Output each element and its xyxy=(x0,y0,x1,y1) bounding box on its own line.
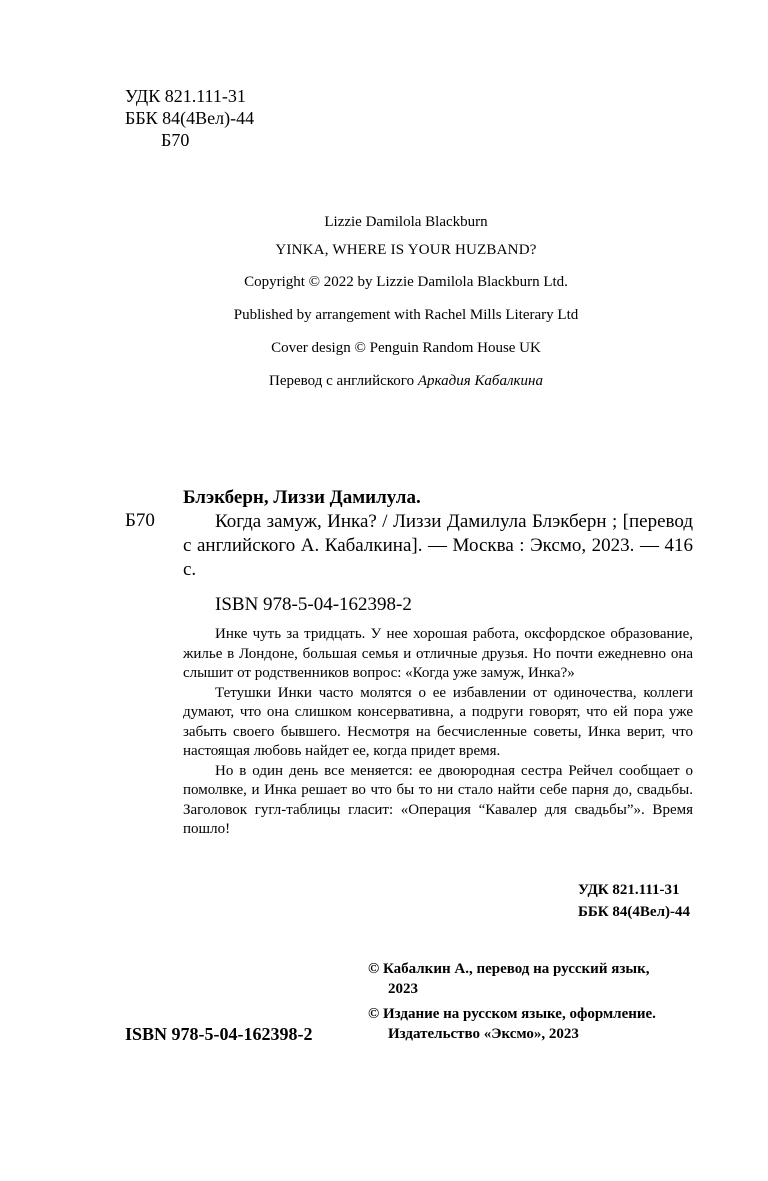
original-title: YINKA, WHERE IS YOUR HUZBAND? xyxy=(275,242,537,258)
original-author: Lizzie Damilola Blackburn xyxy=(324,214,488,230)
cover-design-credit: Cover design © Penguin Random House UK xyxy=(271,340,541,356)
catalog-isbn: ISBN 978-5-04-162398-2 xyxy=(215,594,412,615)
catalog-mark: Б70 xyxy=(125,510,155,531)
original-copyright: Copyright © 2022 by Lizzie Damilola Blackburn Ltd. xyxy=(244,274,568,290)
catalog-entry xyxy=(183,486,693,582)
translation-copyright-line: © Кабалкин А., перевод на русский язык, xyxy=(368,961,650,977)
catalog-heading: Блэкберн, Лиззи Дамилула. xyxy=(183,487,421,508)
translation-credit xyxy=(0,373,768,390)
bbk-code: ББК 84(4Вел)-44 xyxy=(125,108,255,128)
translator-name: Аркадия Кабалкина xyxy=(417,373,543,389)
udk-code-bottom: УДК 821.111-31 xyxy=(577,882,680,898)
translation-prefix: Перевод с английского xyxy=(269,373,418,389)
annotation xyxy=(183,625,693,840)
publisher-copyright-line: Издательство «Эксмо», 2023 xyxy=(388,1025,579,1042)
author-mark: Б70 xyxy=(161,130,190,150)
annotation-paragraph: Тетушки Инки часто молятся о ее избавлении от одиночества, коллеги думают, что она слишком консервативна, а подруги говорят, что ей пора уже забыть своего бывшего. Несмотря на бесчисленные советы, Инка верит, что настоящая любовь найдет ее, когда придет время. xyxy=(183,684,693,759)
annotation-paragraph: Но в один день все меняется: ее двоюродная сестра Рейчел сообщает о помолвке, и Инка решает во что бы то ни стало найти себе парня до, свадьбы. Заголовок гугл-таблицы гласит: «Операция “Кавалер для свадьбы”». Время пошло! xyxy=(183,762,693,837)
classification-codes-bottom xyxy=(578,879,690,923)
udk-code: УДК 821.111-31 xyxy=(125,86,246,106)
catalog-description: Когда замуж, Инка? / Лиззи Дамилула Блэкберн ; [перевод с английского А. Кабалкина]. — Москва : Эксмо, 2023. — 416 с. xyxy=(183,511,693,580)
bbk-code-bottom: ББК 84(4Вел)-44 xyxy=(577,904,690,920)
annotation-paragraph: Инке чуть за тридцать. У нее хорошая работа, оксфордское образование, жилье в Лондоне, большая семья и отличные друзья. Но почти ежедневно она слышит от родственников вопрос: «Когда уже замуж, Инка?» xyxy=(183,626,693,681)
translation-copyright-year: 2023 xyxy=(388,980,418,997)
publishing-arrangement: Published by arrangement with Rachel Mills Literary Ltd xyxy=(233,307,579,323)
edition-copyright-line: © Издание на русском языке, оформление. xyxy=(368,1006,656,1022)
isbn-bottom: ISBN 978-5-04-162398-2 xyxy=(125,1024,313,1044)
classification-codes-top xyxy=(125,85,254,151)
russian-copyright xyxy=(368,960,656,1044)
